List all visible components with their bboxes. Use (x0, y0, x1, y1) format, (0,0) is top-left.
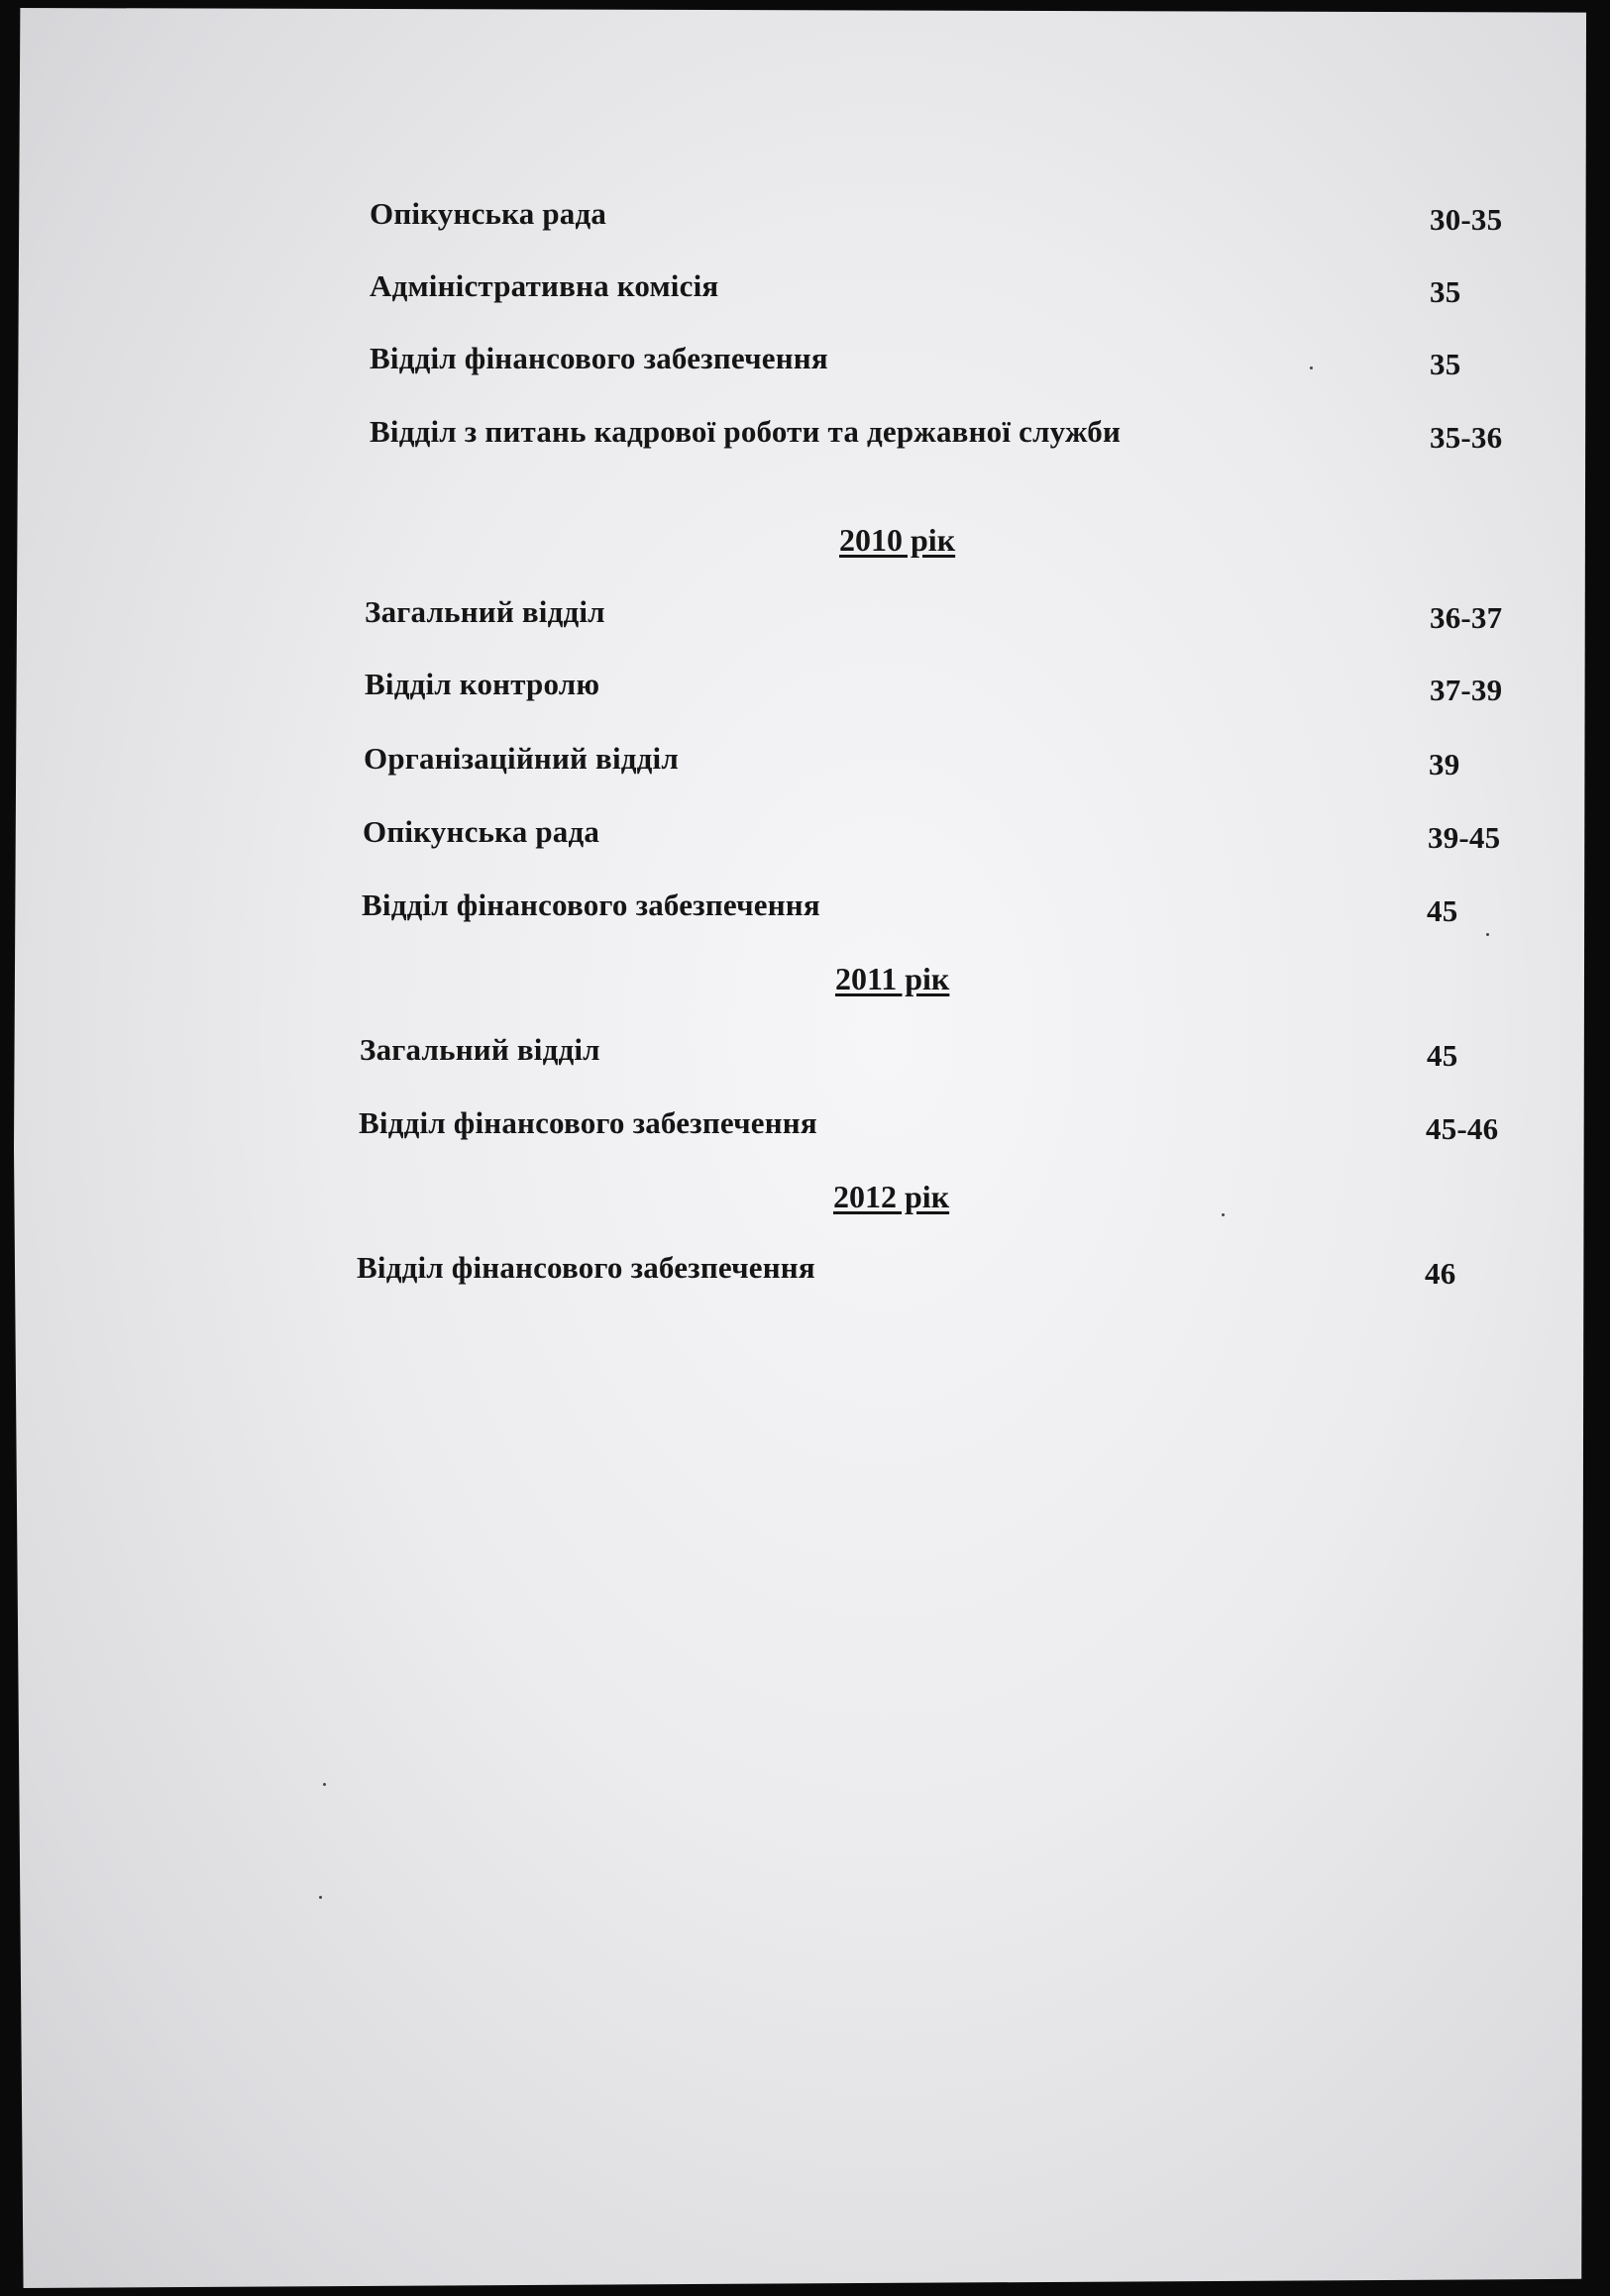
toc-entry-pages: 35-36 (1430, 420, 1503, 455)
toc-entry-pages: 39-45 (1428, 820, 1501, 855)
year-heading-2012: 2012 рік (833, 1179, 950, 1214)
toc-entry-pages: 37-39 (1430, 673, 1503, 707)
year-heading-2010: 2010 рік (839, 522, 956, 558)
toc-entry-title: Відділ фінансового забезпечення (370, 341, 828, 375)
toc-entry-title: Відділ фінансового забезпечення (359, 1105, 817, 1140)
paper-speck (319, 1896, 322, 1899)
year-heading-2011: 2011 рік (835, 961, 950, 996)
paper-speck (323, 1783, 326, 1786)
toc-entry-title: Опікунська рада (363, 814, 600, 849)
toc-entry-pages: 30-35 (1430, 202, 1503, 237)
toc-entry-title: Відділ з питань кадрової роботи та державної служби (370, 414, 1121, 449)
toc-entry-pages: 45 (1427, 1038, 1458, 1073)
toc-entry-pages: 39 (1429, 747, 1460, 782)
toc-entry-title: Відділ фінансового забезпечення (357, 1250, 815, 1285)
toc-entry-title: Опікунська рада (370, 196, 607, 231)
toc-entry-title: Загальний відділ (360, 1032, 600, 1067)
toc-entry-title: Відділ контролю (365, 667, 600, 701)
toc-entry-title: Адміністративна комісія (370, 268, 719, 303)
toc-entry-pages: 45-46 (1426, 1111, 1499, 1146)
toc-entry-title: Організаційний відділ (364, 741, 679, 776)
toc-entry-pages: 36-37 (1430, 600, 1503, 635)
toc-entry-title: Загальний відділ (365, 594, 605, 629)
paper-speck (1310, 366, 1313, 369)
toc-entry-pages: 35 (1430, 274, 1461, 309)
toc-entry-pages: 46 (1425, 1256, 1456, 1291)
toc-entry-pages: 35 (1430, 347, 1461, 381)
paper-speck (1222, 1213, 1225, 1216)
toc-entry-title: Відділ фінансового забезпечення (362, 887, 820, 922)
toc-entry-pages: 45 (1427, 893, 1458, 928)
paper-speck (1486, 933, 1489, 936)
